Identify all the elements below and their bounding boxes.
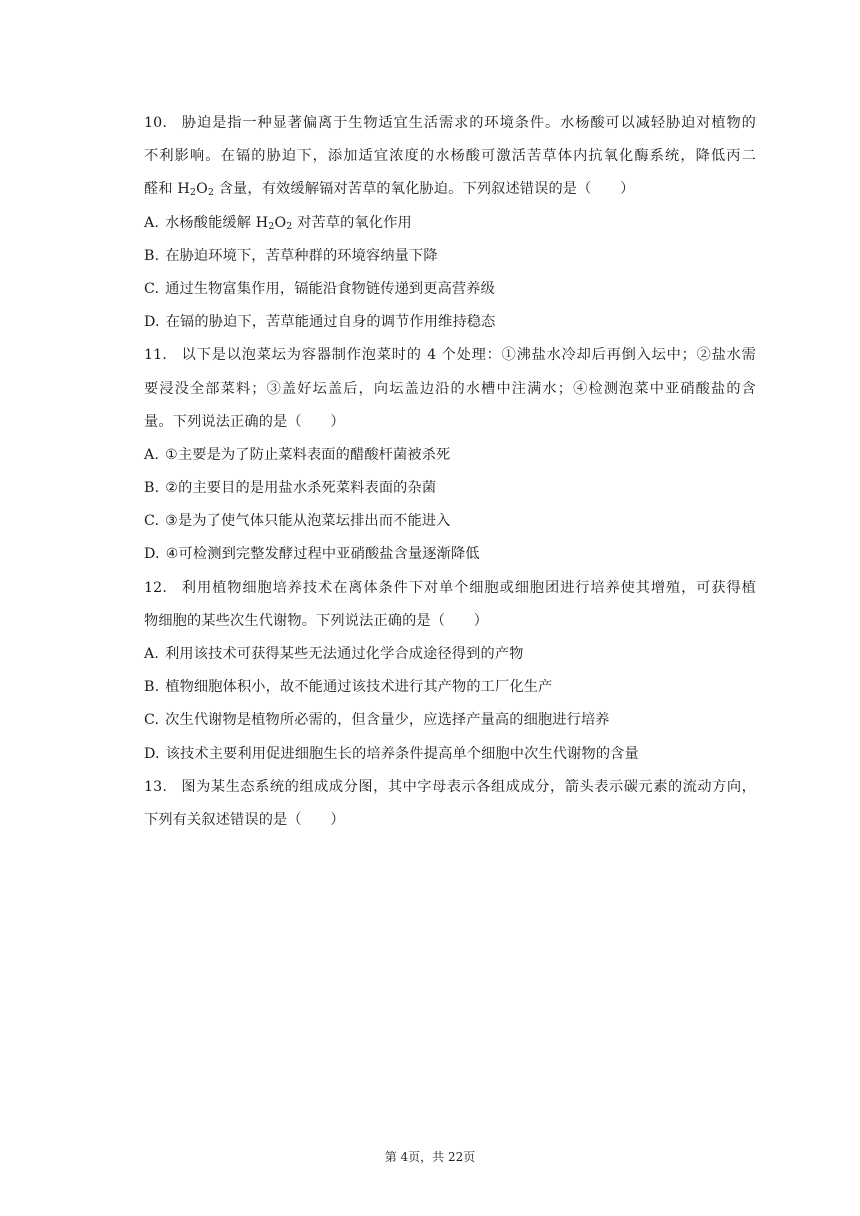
- question-number: 12.: [144, 579, 168, 596]
- question-11-stem-line-2: 要浸没全部菜料；③盖好坛盖后，向坛盖边沿的水槽中注满水；④检测泡菜中亚硝酸盐的含: [144, 380, 756, 397]
- question-11-stem-line-3: 量。下列说法正确的是（ ）: [144, 413, 345, 430]
- question-number: 11.: [144, 347, 168, 364]
- option-12-d: D. 该技术主要利用促进细胞生长的培养条件提高单个细胞中次生代谢物的含量: [144, 745, 639, 762]
- question-12-stem-line-2: 物细胞的某些次生代谢物。下列说法正确的是（ ）: [144, 612, 489, 629]
- option-11-d: D. ④可检测到完整发酵过程中亚硝酸盐含量逐渐降低: [144, 546, 480, 563]
- question-13-stem-line-2: 下列有关叙述错误的是（ ）: [144, 811, 345, 828]
- option-12-a: A. 利用该技术可获得某些无法通过化学合成途径得到的产物: [144, 646, 524, 662]
- question-10-stem-line-2: 不利影响。在镉的胁迫下，添加适宜浓度的水杨酸可激活苦草体内抗氧化酶系统，降低丙二: [144, 148, 756, 165]
- question-10-stem-line-3: 醛和 $H_2O_2$ 含量，有效缓解镉对苦草的氧化胁迫。下列叙述错误的是（ ）: [144, 181, 635, 199]
- question-list: [144, 107, 756, 837]
- option-10-c: C. 通过生物富集作用，镉能沿食物链传递到更高营养级: [144, 280, 495, 297]
- option-11-b: B. ②的主要目的是用盐水杀死菜料表面的杂菌: [144, 480, 437, 497]
- option-10-d: D. 在镉的胁迫下，苦草能通过自身的调节作用维持稳态: [144, 314, 496, 331]
- question-10-stem-line-1: 10. 胁迫是指一种显著偏离于生物适宜生活需求的环境条件。水杨酸可以减轻胁迫对植物的: [144, 115, 756, 131]
- question-13-stem-line-1: 13. 图为某生态系统的组成成分图，其中字母表示各组成成分，箭头表示碳元素的流动方向，: [144, 778, 756, 795]
- option-12-b: B. 植物细胞体积小，故不能通过该技术进行其产物的工厂化生产: [144, 679, 553, 696]
- page-footer: 第 4页，共 22页: [384, 1150, 476, 1164]
- option-11-a: A. ①主要是为了防止菜料表面的醋酸杆菌被杀死: [144, 446, 451, 463]
- option-11-c: C. ③是为了使气体只能从泡菜坛排出而不能进入: [144, 513, 451, 530]
- question-number: 13.: [144, 778, 168, 795]
- question-11-stem-line-1: 11. 以下是以泡菜坛为容器制作泡菜时的 4 个处理：①沸盐水冷却后再倒入坛中；②盐水需: [144, 347, 756, 364]
- question-12-stem-line-1: 12. 利用植物细胞培养技术在离体条件下对单个细胞或细胞团进行培养使其增殖，可获得植: [144, 579, 756, 596]
- option-10-b: B. 在胁迫环境下，苦草种群的环境容纳量下降: [144, 247, 438, 264]
- question-number: 10.: [144, 115, 168, 131]
- option-12-c: C. 次生代谢物是植物所必需的，但含量少，应选择产量高的细胞进行培养: [144, 712, 610, 729]
- option-10-a: A. 水杨酸能缓解 $H_2O_2$ 对苦草的氧化作用: [144, 214, 412, 232]
